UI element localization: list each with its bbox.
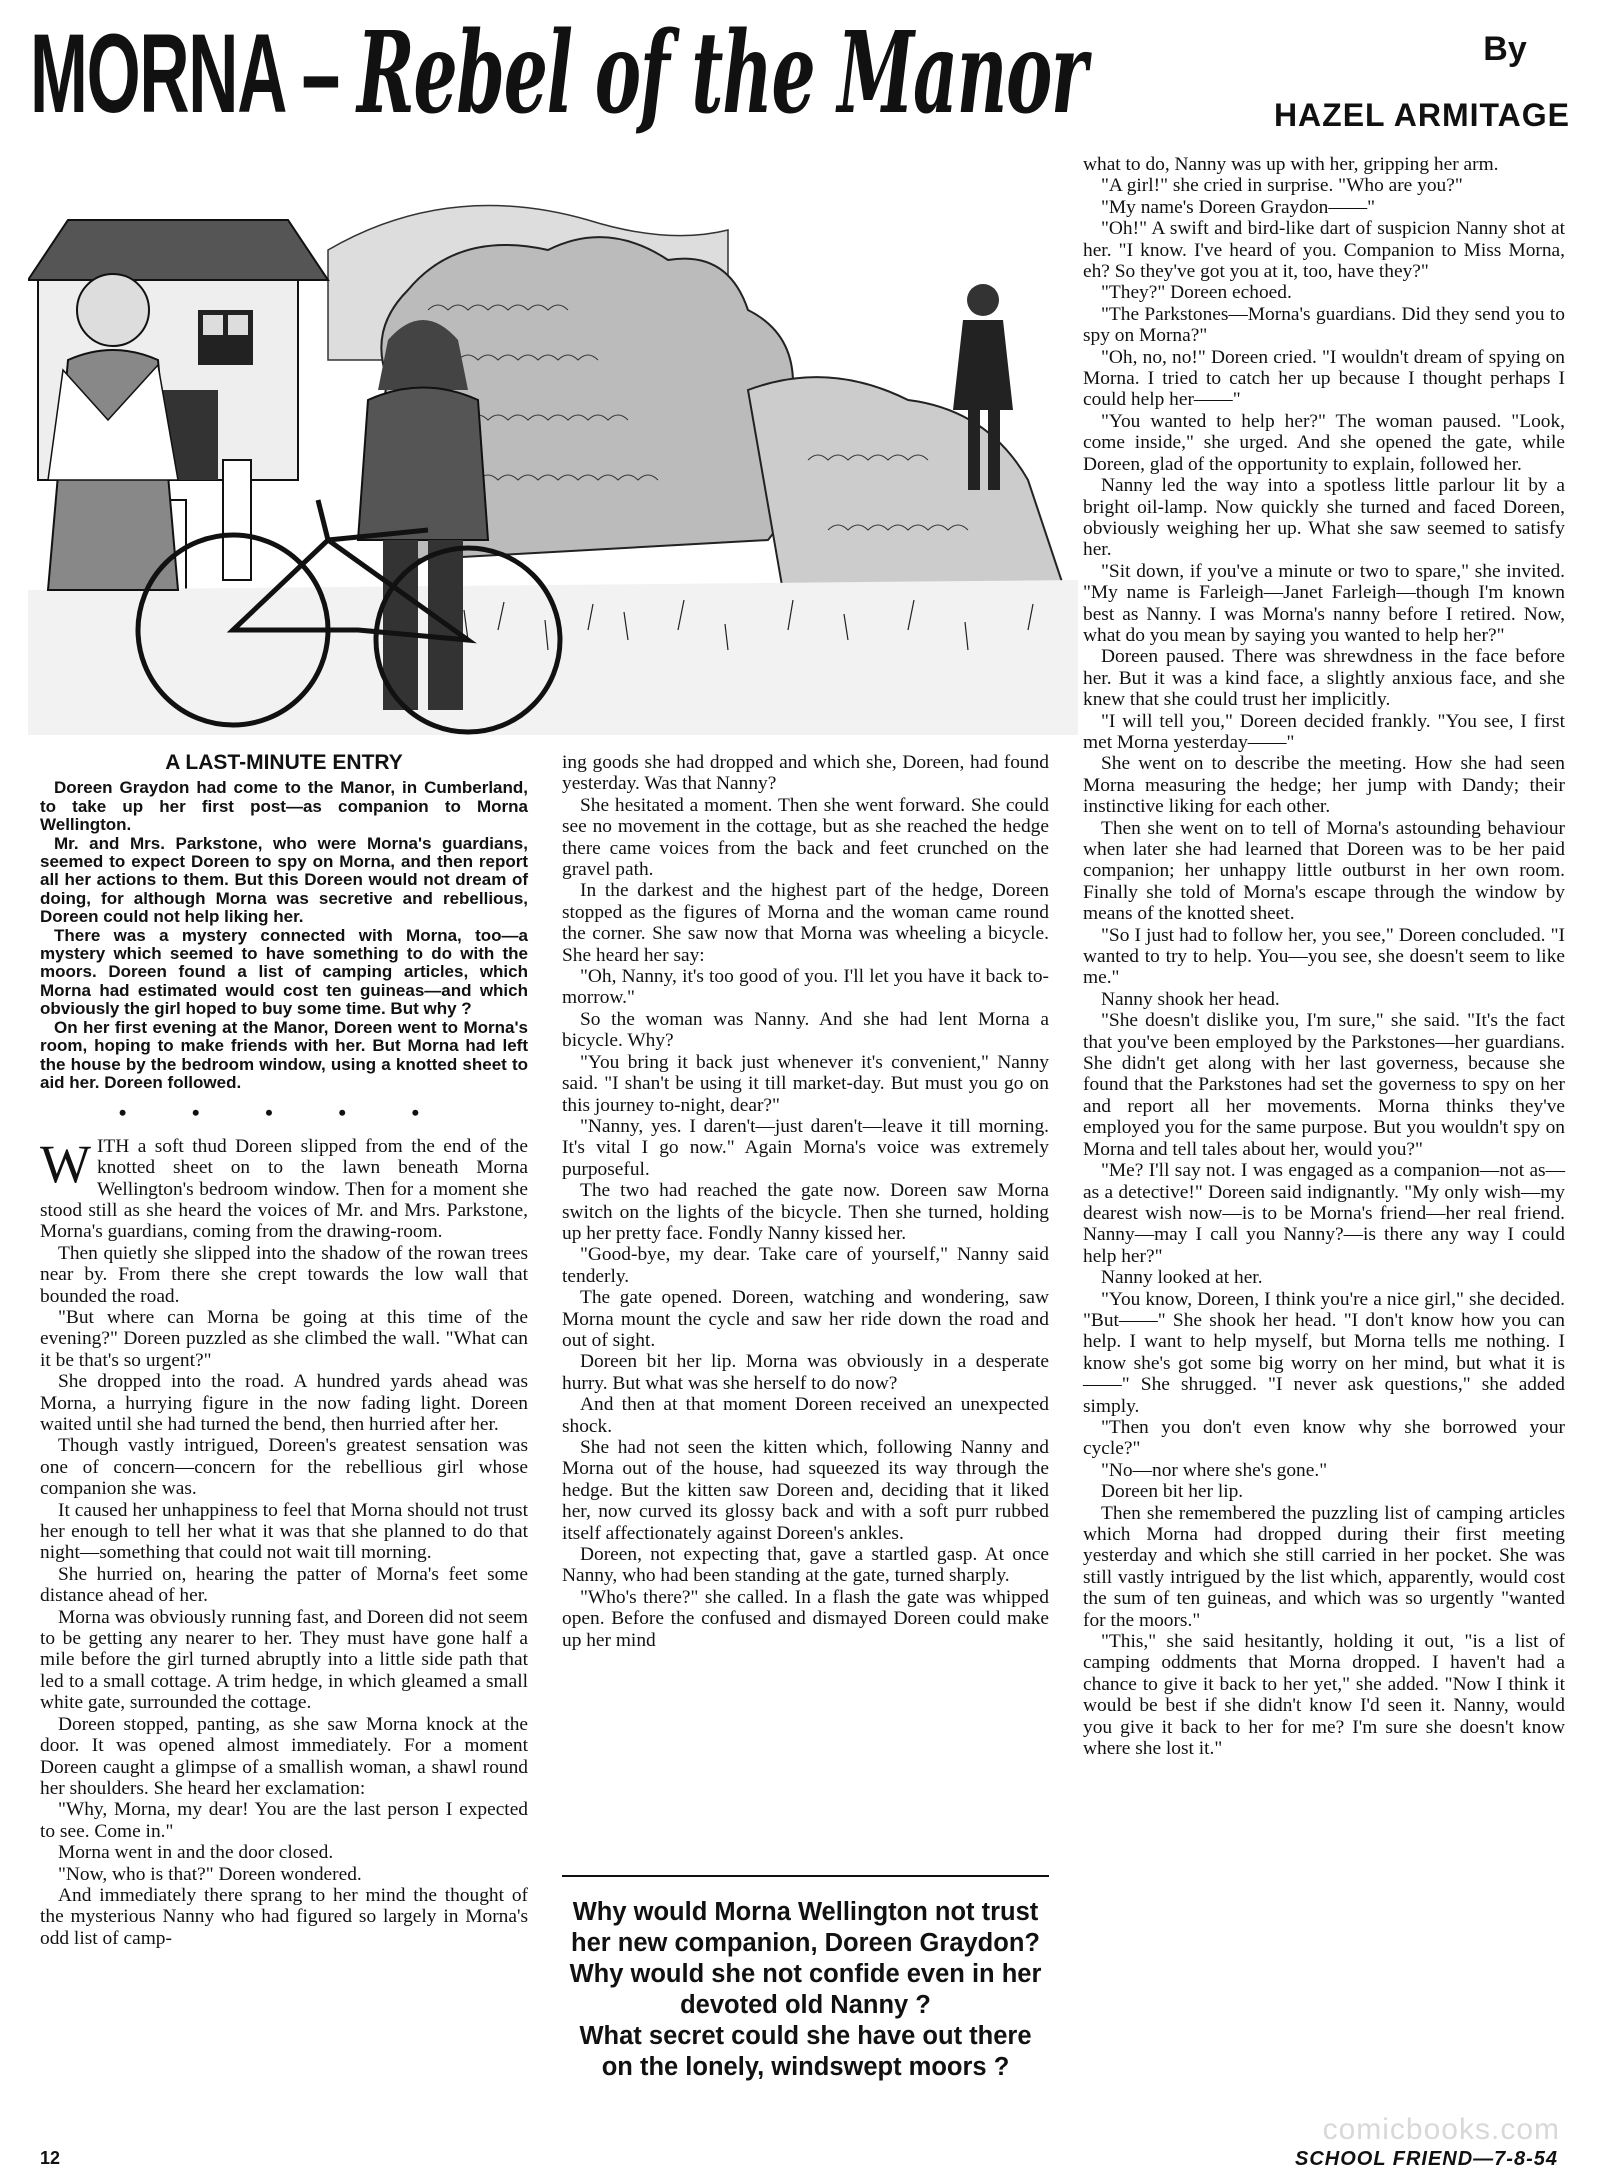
story-paragraph: "The Parkstones—Morna's guardians. Did they send you to spy on Morna?" <box>1083 303 1565 347</box>
title-main: MORNA <box>30 11 284 136</box>
story-paragraph: "My name's Doreen Graydon——" <box>1101 196 1376 218</box>
story-paragraph: Then quietly she slipped into the shadow of the rowan trees near by. From there she crept towards the low wall that bounded the road. <box>40 1242 528 1307</box>
title-dash: – <box>283 11 358 136</box>
story-paragraph: She hesitated a moment. Then she went forward. She could see no movement in the cottage, but as she reached the hedge there came voices from the back and feet crunched on the gravel path. <box>562 794 1049 881</box>
story-paragraph: "No—nor where she's gone." <box>1101 1459 1328 1481</box>
watermark: comicbooks.com <box>1322 2113 1560 2146</box>
story-paragraph: "Good-bye, my dear. Take care of yourself," Nanny said tenderly. <box>562 1244 1049 1287</box>
story-paragraph: She went on to describe the meeting. How she had seen Morna measuring the hedge; her jump with Dandy; their instinctive liking for each other. <box>1083 753 1565 818</box>
story-paragraph: Nanny shook her head. <box>1101 988 1280 1010</box>
story-paragraph: Doreen, not expecting that, gave a startled gasp. At once Nanny, who had been standing at the gate, turned sharply. <box>562 1544 1049 1587</box>
story-paragraph: Doreen paused. There was shrewdness in the face before her. But it was a kind face, a slightly anxious face, and she knew that she could trust her implicitly. <box>1083 646 1565 711</box>
story-paragraph: Then she went on to tell of Morna's astounding behaviour when later she had learned that Doreen was to be her paid companion; her unhappy little outburst in her own room. Finally she told of Morna's escape through the window by means of the knotted sheet. <box>1083 817 1565 925</box>
story-title <box>30 8 1087 139</box>
synopsis-paragraph: Mr. and Mrs. Parkstone, who were Morna's guardians, seemed to expect Doreen to spy on Morna, and then report all her actions to them. But this Doreen would not dream of doing, for although Morna was secretive and rebellious, Doreen could not help liking her. <box>40 833 528 927</box>
column-2 <box>562 752 1049 1651</box>
illustration-drawing <box>28 160 1078 735</box>
story-paragraph: "Nanny, yes. I daren't—just daren't—leave it till morning. It's vital I go now." Again Morna's voice was extremely purposeful. <box>562 1115 1049 1180</box>
story-paragraph: Nanny led the way into a spotless little parlour lit by a bright oil-lamp. Now quickly she turned and faced Doreen, obviously weighing her up. What she saw seemed to satisfy her. <box>1083 475 1565 561</box>
story-paragraph: "They?" Doreen echoed. <box>1101 282 1292 304</box>
story-paragraph: "Sit down, if you've a minute or two to spare," she invited. "My name is Farleigh—Janet Farleigh—though I'm known best as Nanny. I was Morna's nanny before I retired. Now, what do you mean by saying you wanted to help her?" <box>1083 560 1565 646</box>
title-subtitle: Rebel of the Manor <box>357 8 1087 139</box>
story-paragraph: In the darkest and the highest part of the hedge, Doreen stopped as the figures of Morna and the woman came round the corner. She saw now that Morna was wheeling a bicycle. She heard her say: <box>562 880 1049 966</box>
column-3 <box>1083 154 1565 1759</box>
story-paragraph: what to do, Nanny was up with her, gripping her arm. <box>1083 154 1499 175</box>
page-number: 12 <box>40 2148 61 2168</box>
story-paragraph: "Why, Morna, my dear! You are the last person I expected to see. Come in." <box>40 1799 528 1842</box>
story-paragraph: "Oh!" A swift and bird-like dart of suspicion Nanny shot at her. "I know. I've heard of you. Companion to Miss Morna, eh? So they've got you at it, too, have they?" <box>1083 218 1565 283</box>
story-paragraph: "You bring it back just whenever it's convenient," Nanny said. "I shan't be using it till market-day. But must you go on this journey to-night, dear?" <box>562 1051 1049 1116</box>
story-paragraph: Doreen bit her lip. <box>1101 1481 1244 1503</box>
teaser-line: What secret could she have out there on the lonely, windswept moors ? <box>579 2022 1032 2081</box>
story-paragraph: The two had reached the gate now. Doreen saw Morna switch on the lights of the bicycle. Then she turned, holding up her pretty face. Fondly Nanny kissed her. <box>562 1180 1049 1244</box>
story-paragraph: Morna went in and the door closed. <box>58 1842 334 1864</box>
story-paragraph: She hurried on, hearing the patter of Morna's feet some distance ahead of her. <box>40 1563 528 1607</box>
story-paragraph: It caused her unhappiness to feel that Morna should not trust her enough to tell her what it was that she planned to do that night—something that could not wait till morning. <box>40 1499 528 1564</box>
teaser-line: Why would Morna Wellington not trust her new companion, Doreen Graydon? <box>571 1898 1040 1957</box>
story-paragraph: "She doesn't dislike you, I'm sure," she said. "It's the fact that you've been employed by the Parkstones—her guardians. She didn't get along with her last governess, because she found that the Parkstones had set the governess to spy on her and report all her movements. Morna thinks they've employed you for the same purpose. But you wouldn't spy on Morna and tell tales about her, would you?" <box>1083 1010 1565 1160</box>
story-paragraph: Nanny looked at her. <box>1101 1267 1263 1289</box>
story-paragraph: "This," she said hesitantly, holding it out, "is a list of camping oddments that Morna dropped. I haven't had a chance to give it back to her yet," she added. "Now I think it would be best if she didn't know I'd seen it. Nanny, would you give it back to her for me? I'm sure she doesn't know where she lost it." <box>1083 1631 1565 1760</box>
story-illustration <box>28 160 1078 735</box>
teaser-box <box>562 1875 1049 2083</box>
story-paragraph: "Who's there?" she called. In a flash the gate was whipped open. Before the confused and dismayed Doreen could make up her mind <box>562 1586 1049 1651</box>
story-paragraph: "Then you don't even know why she borrowed your cycle?" <box>1083 1416 1565 1460</box>
story-paragraph: "So I just had to follow her, you see," Doreen concluded. "I wanted to try to help. You—you see, she doesn't seem to like me." <box>1083 924 1565 989</box>
synopsis-heading: A LAST-MINUTE ENTRY <box>165 751 403 774</box>
story-paragraph: She had not seen the kitten which, following Nanny and Morna out of the house, had squeezed its way through the hedge. But the kitten saw Doreen and, deciding that it liked her, now curved its glossy back and with a soft purr rubbed itself affectionately against Doreen's ankles. <box>562 1437 1049 1544</box>
story-paragraph: "Oh, Nanny, it's too good of you. I'll let you have it back to-morrow." <box>562 966 1049 1009</box>
story-paragraph: "But where can Morna be going at this time of the evening?" Doreen puzzled as she climbed the wall. "What can it be that's so urgent?" <box>40 1306 528 1371</box>
synopsis <box>40 752 528 1092</box>
story-paragraph: "I will tell you," Doreen decided frankly. "You see, I first met Morna yesterday——" <box>1083 710 1565 753</box>
synopsis-paragraph: On her first evening at the Manor, Doreen went to Morna's room, hoping to make friends with her. But Morna had left the house by the bedroom window, using a knotted sheet to aid her. Doreen followed. <box>40 1017 528 1092</box>
story-paragraph: The gate opened. Doreen, watching and wondering, saw Morna mount the cycle and saw her ride down the road and out of sight. <box>562 1287 1049 1351</box>
story-paragraph: ing goods she had dropped and which she, Doreen, had found yesterday. Was that Nanny? <box>562 752 1049 795</box>
byline <box>1230 30 1570 134</box>
story-paragraph: "You know, Doreen, I think you're a nice girl," she decided. "But——" She shook her head. "I don't know how you can help. I want to help myself, but Morna tells me nothing. I know she's got some big worry on her mind, but what it is——" She shrugged. "I never ask questions," she added simply. <box>1083 1288 1565 1417</box>
story-paragraph: So the woman was Nanny. And she had lent Morna a bicycle. Why? <box>562 1008 1049 1052</box>
story-paragraph: "Now, who is that?" Doreen wondered. <box>58 1863 362 1885</box>
drop-cap: W <box>40 1133 91 1194</box>
story-paragraph: Doreen stopped, panting, as she saw Morna knock at the door. It was opened almost immediately. For a moment Doreen caught a glimpse of a smallish woman, a shawl round her shoulders. She heard her exclamation: <box>40 1713 528 1799</box>
byline-author: HAZEL ARMITAGE <box>1273 97 1570 133</box>
story-paragraph: And immediately there sprang to her mind the thought of the mysterious Nanny who had figured so largely in Morna's odd list of camp- <box>40 1884 528 1949</box>
story-opening-text: ITH a soft thud Doreen slipped from the end of the knotted sheet on to the lawn beneath Morna Wellington's bedroom window. Then for a moment she stood still as she heard the voices of Mr. and Mrs. Parkstone, Morna's guardians, coming from the drawing-room. <box>40 1135 528 1243</box>
story-paragraph: "A girl!" she cried in surprise. "Who are you?" <box>1101 175 1463 197</box>
magazine-footer: SCHOOL FRIEND—7-8-54 <box>1294 2148 1558 2170</box>
story-opening-paragraph <box>40 1133 528 1243</box>
story-paragraph: Morna was obviously running fast, and Doreen did not seem to be getting any nearer to her. They must have gone half a mile before the girl turned abruptly into a little side path that led to a small cottage. A trim hedge, in which gleamed a small white gate, surrounded the cottage. <box>40 1606 528 1714</box>
synopsis-paragraph: Doreen Graydon had come to the Manor, in Cumberland, to take up her first post—as companion to Morna Wellington. <box>40 778 528 835</box>
byline-by: By <box>1483 30 1527 68</box>
story-paragraph: Though vastly intrigued, Doreen's greatest sensation was one of concern—concern for the rebellious girl whose companion she was. <box>40 1435 528 1500</box>
synopsis-paragraph: There was a mystery connected with Morna, too—a mystery which seemed to have something to do with the moors. Doreen found a list of camping articles, which Morna had estimated would cost ten guineas—and which obviously the girl hoped to buy some time. But why ? <box>40 925 528 1019</box>
section-separator: • • • • • <box>118 1100 450 1126</box>
story-paragraph: "Oh, no, no!" Doreen cried. "I wouldn't dream of spying on Morna. I tried to catch her up because I thought perhaps I could help her——" <box>1083 346 1565 411</box>
story-paragraph: "Me? I'll say not. I was engaged as a companion—not as—as a detective!" Doreen said indignantly. "My only wish—my dearest wish now—is to be Morna's friend—her real friend. Nanny—may I call you Nanny?—is there any way I could help her?" <box>1083 1160 1565 1267</box>
story-paragraph: "You wanted to help her?" The woman paused. "Look, come inside," she urged. And she opened the gate, while Doreen, glad of the opportunity to explain, followed her. <box>1083 410 1565 475</box>
column-1 <box>40 752 528 1949</box>
teaser-line: Why would she not confide even in her devoted old Nanny ? <box>569 1960 1042 2019</box>
story-paragraph: She dropped into the road. A hundred yards ahead was Morna, a hurrying figure in the now fading light. Doreen waited until she had turned the bend, then hurried after her. <box>40 1371 528 1435</box>
story-paragraph: And then at that moment Doreen received an unexpected shock. <box>562 1394 1049 1437</box>
story-paragraph: Doreen bit her lip. Morna was obviously in a desperate hurry. But what was she herself to do now? <box>562 1351 1049 1394</box>
story-paragraph: Then she remembered the puzzling list of camping articles which Morna had dropped during their first meeting yesterday and which she still carried in her pocket. She was still vastly intrigued by the list which, apparently, would cost the sum of ten guineas, and which was so urgently "wanted for the moors." <box>1083 1502 1565 1631</box>
